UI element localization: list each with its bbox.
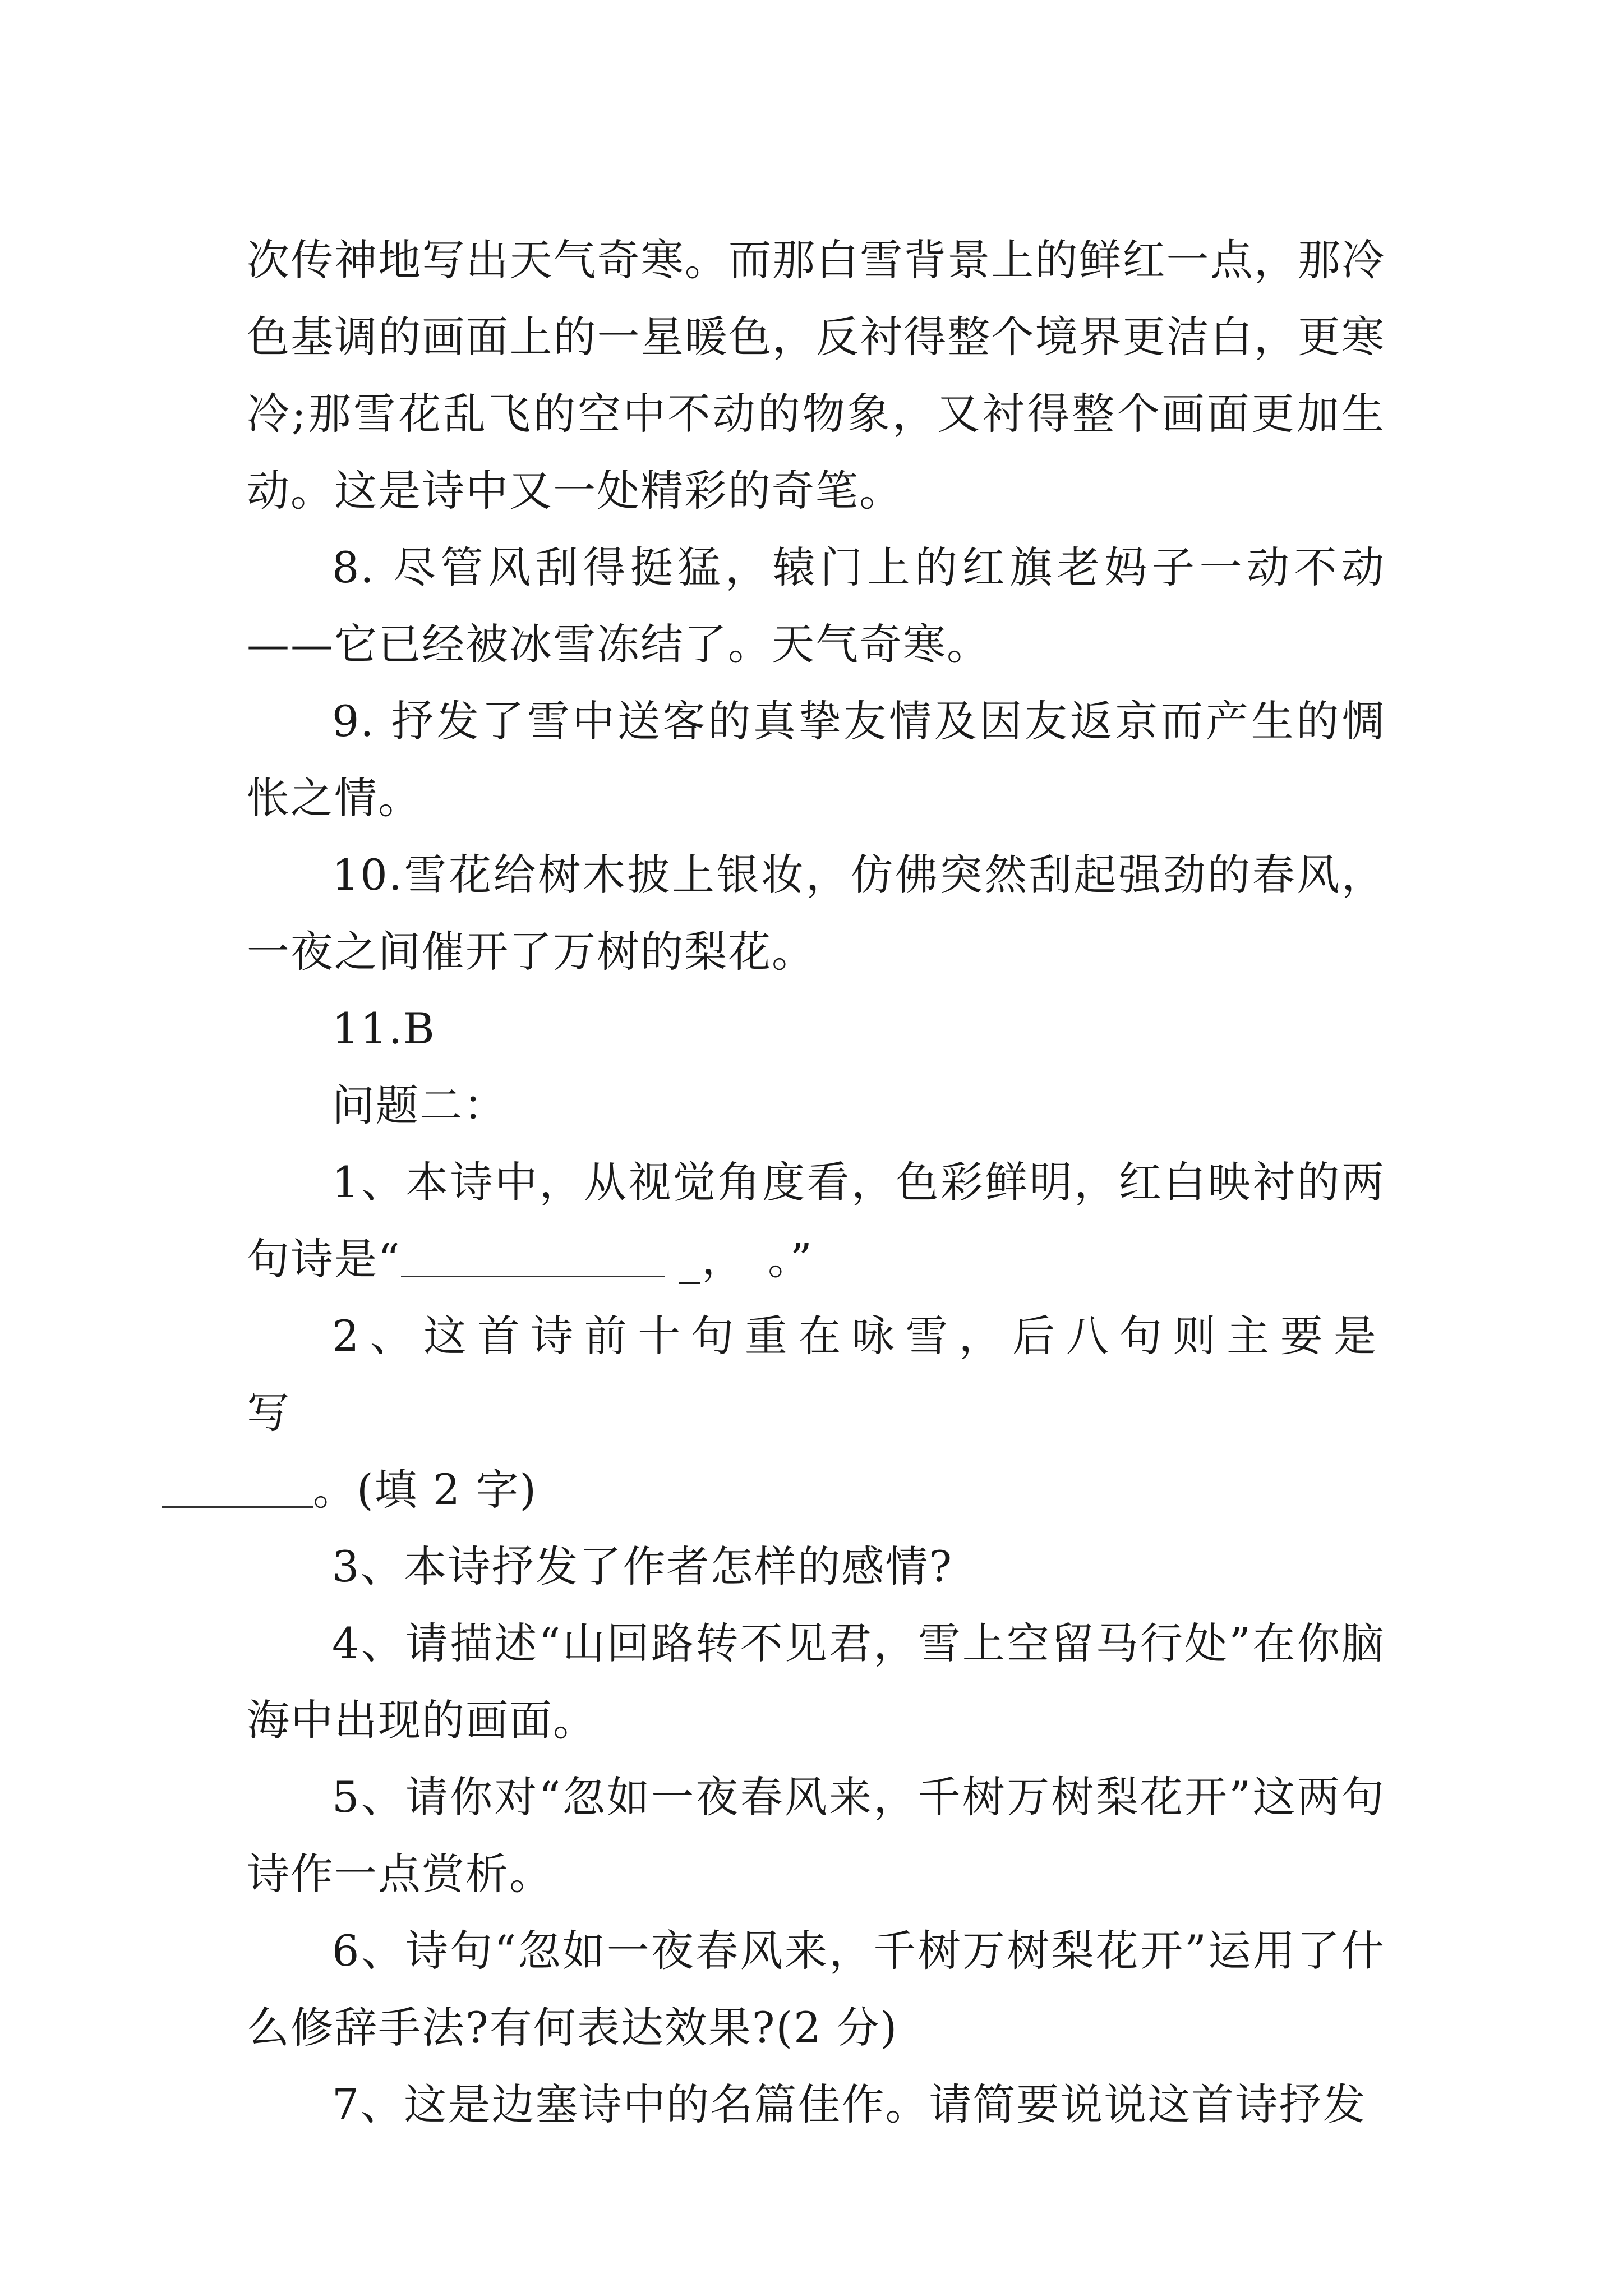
question-1-text-end: _， 。” bbox=[664, 1234, 813, 1284]
answer-11: 11.B bbox=[332, 1004, 436, 1053]
answer-7-continuation: 次传神地写出天气奇寒。而那白雪背景上的鲜红一点，那冷色基调的画面上的一星暖色，反衬得整个境界更洁白，更寒冷;那雪花乱飞的空中不动的物象，又衬得整个画面更加生动。这是诗中又一处精彩的奇笔。 bbox=[247, 235, 1385, 516]
answer-blank bbox=[401, 1236, 665, 1277]
answer-9: 9. 抒发了雪中送客的真挚友情及因友返京而产生的惆怅之情。 bbox=[247, 696, 1385, 823]
document-page bbox=[247, 222, 1385, 2143]
question-1-text: 1、本诗中，从视觉角度看，色彩鲜明，红白映衬的两句诗是“ bbox=[247, 1157, 1385, 1284]
question-1 bbox=[247, 1144, 1385, 1297]
question-5: 5、请你对“忽如一夜春风来，千树万树梨花开”这两句诗作一点赏析。 bbox=[247, 1772, 1385, 1899]
question-3: 3、本诗抒发了作者怎样的感情? bbox=[332, 1542, 953, 1591]
answer-10: 10.雪花给树木披上银妆，仿佛突然刮起强劲的春风，一夜之间催开了万树的梨花。 bbox=[247, 850, 1385, 977]
answer-blank bbox=[162, 1467, 313, 1508]
question-2-text-end: 。(填 2 字) bbox=[313, 1465, 537, 1515]
question-4: 4、请描述“山回路转不见君，雪上空留马行处”在你脑海中出现的画面。 bbox=[247, 1618, 1385, 1745]
question-7: 7、这是边塞诗中的名篇佳作。请简要说说这首诗抒发 bbox=[332, 2079, 1367, 2129]
question-6: 6、诗句“忽如一夜春风来，千树万树梨花开”运用了什么修辞手法?有何表达效果?(2 分) bbox=[247, 1926, 1385, 2053]
question-2 bbox=[247, 1297, 1385, 1528]
section-heading: 问题二： bbox=[332, 1080, 507, 1130]
question-2-text: 2、这首诗前十句重在咏雪，后八句则主要是写 bbox=[247, 1311, 1385, 1438]
answer-8: 8. 尽管风刮得挺猛，辕门上的红旗老妈子一动不动——它已经被冰雪冻结了。天气奇寒。 bbox=[247, 542, 1385, 669]
